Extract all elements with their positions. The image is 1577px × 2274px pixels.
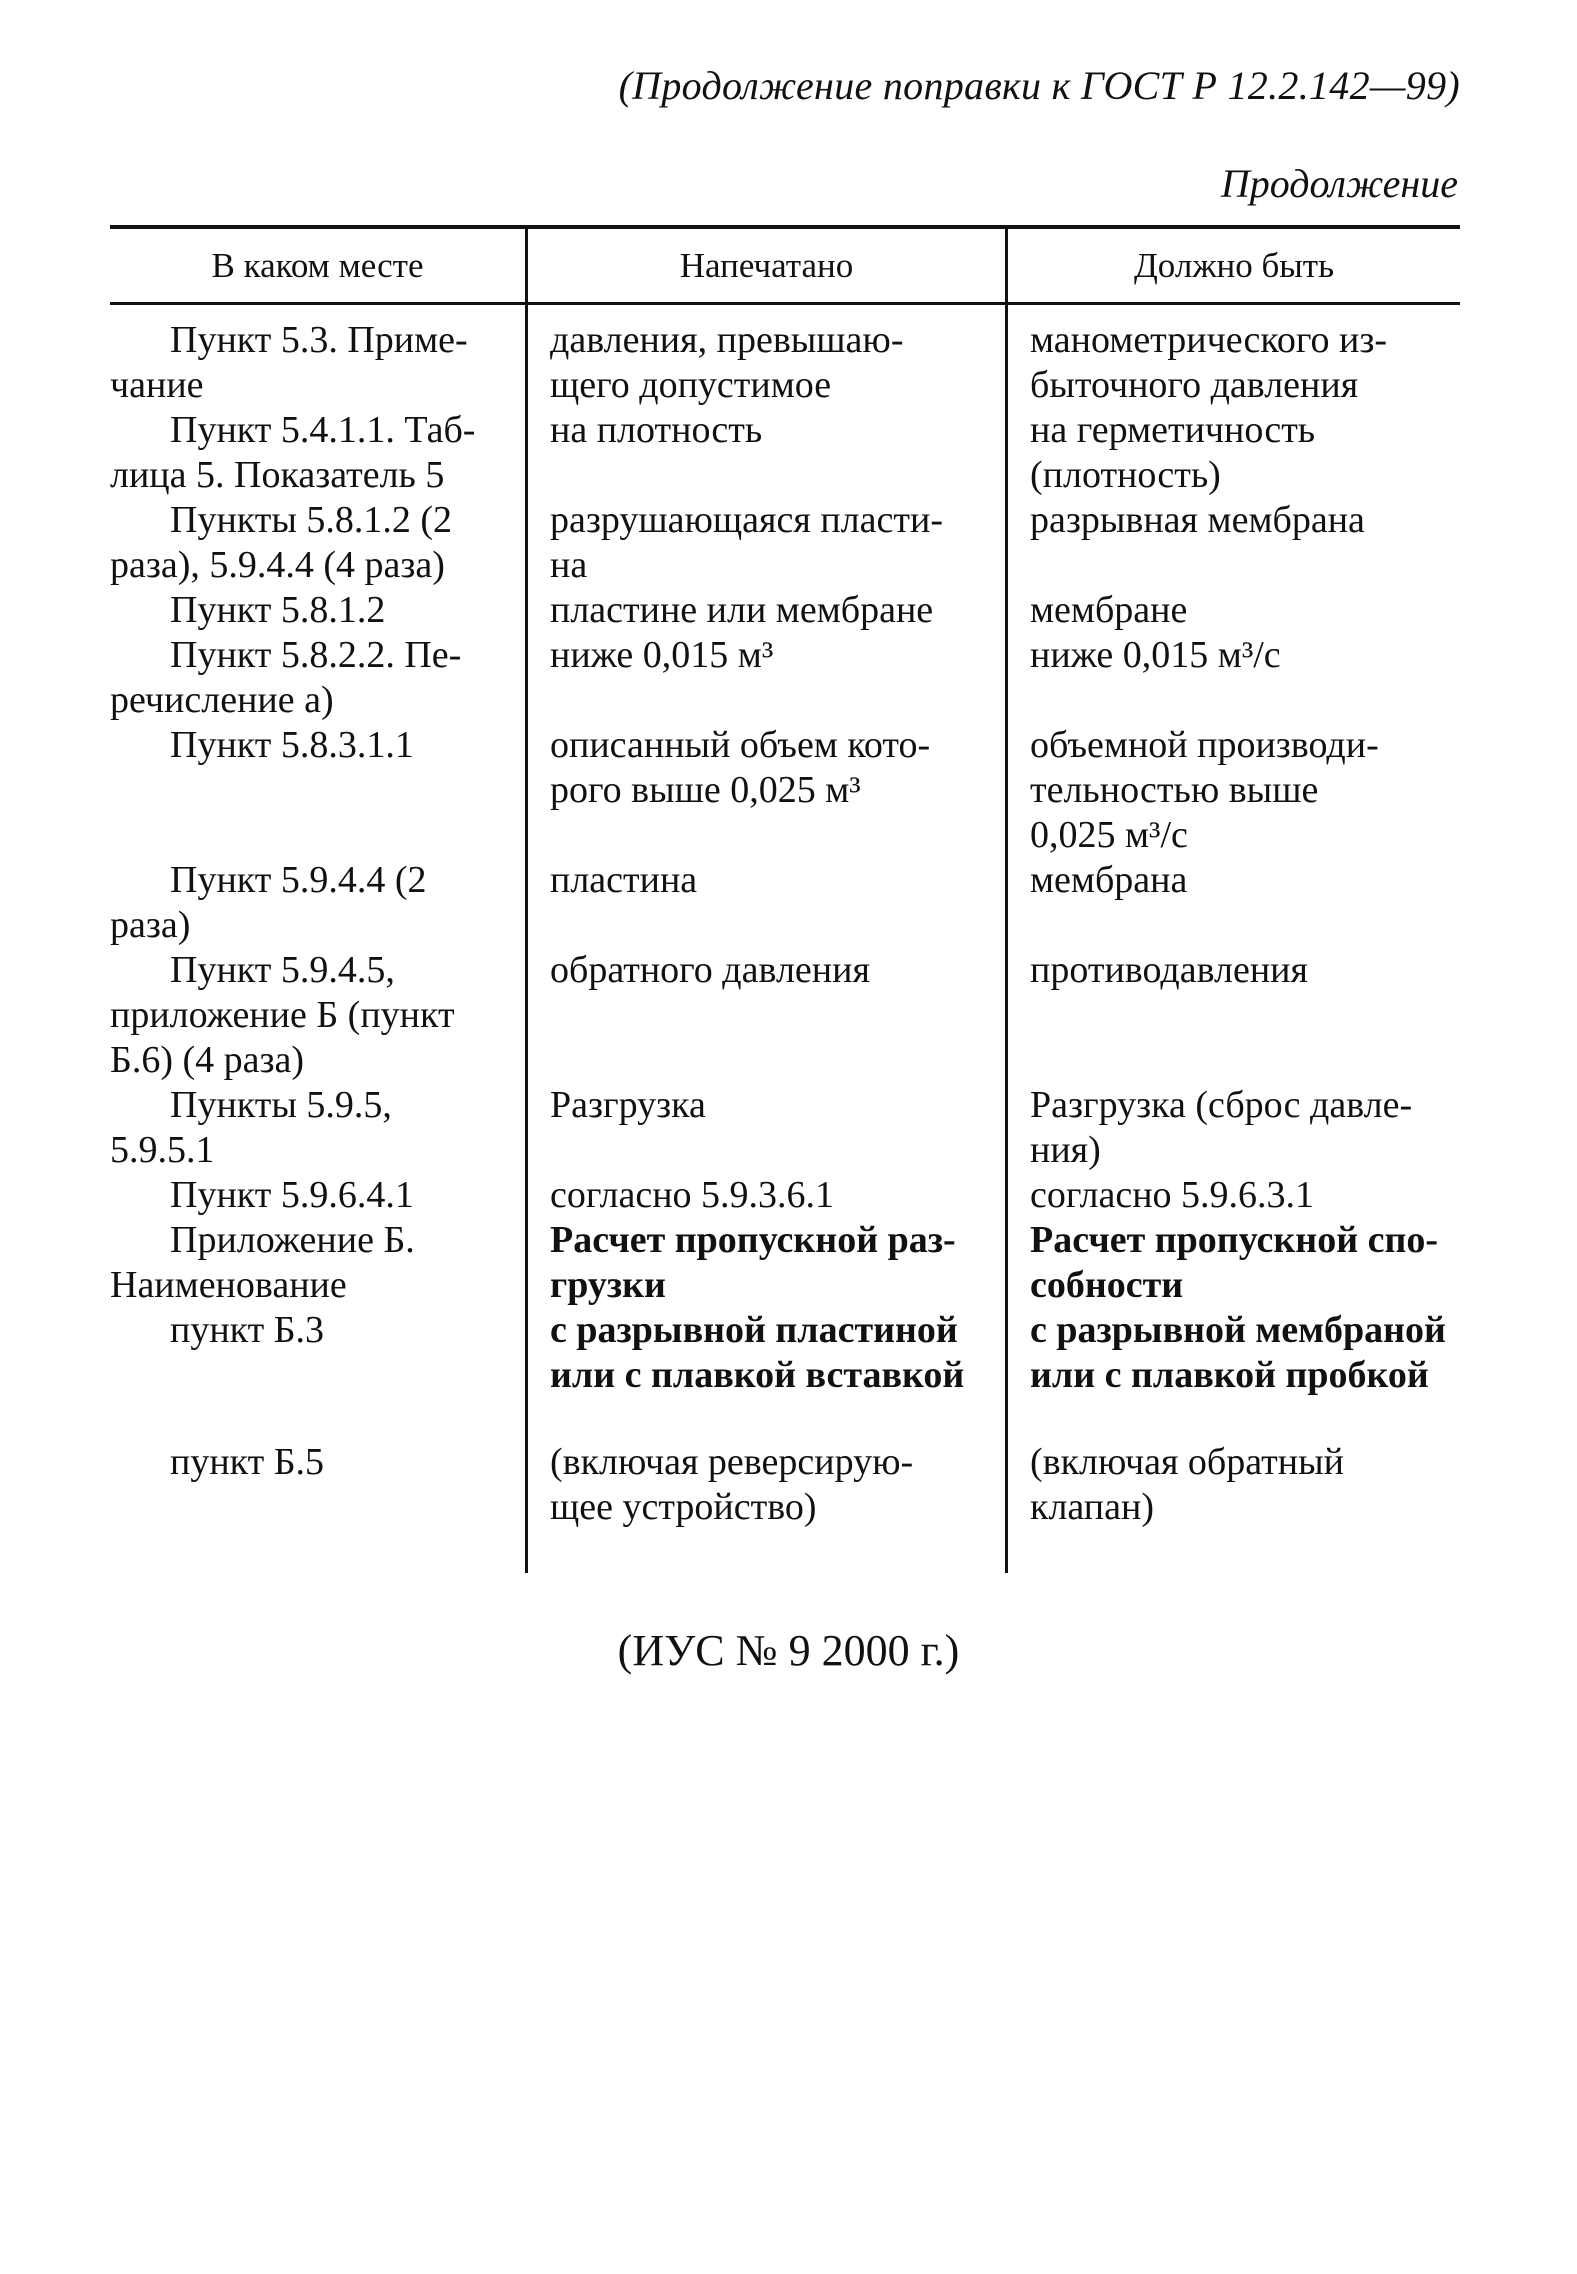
cell-where: Пункт 5.3. Приме- чание: [110, 319, 468, 406]
cell-should-be: мембрана: [1030, 859, 1188, 901]
cell-should-be: объемной производи- тельностью выше 0,025 м³/с: [1030, 724, 1379, 856]
cell-should-be: Разгрузка (сброс давле- ния): [1030, 1084, 1413, 1171]
cell-where: Пункт 5.9.6.4.1: [170, 1174, 414, 1216]
cell-printed: с разрывной пластиной или с плавкой вставкой: [550, 1309, 965, 1396]
cell-should-be: манометрического из- быточного давления: [1030, 319, 1388, 406]
document-header: (Продолжение поправки к ГОСТ Р 12.2.142—99): [618, 63, 1460, 108]
cell-where: Приложение Б. Наименование: [110, 1219, 415, 1306]
cell-printed: обратного давления: [550, 949, 870, 991]
cell-should-be: разрывная мембрана: [1030, 499, 1365, 541]
cell-where: пункт Б.5: [170, 1441, 325, 1483]
cell-printed: (включая реверсирую- щее устройство): [550, 1441, 914, 1528]
cell-printed: пластине или мембране: [550, 589, 934, 631]
cell-where: Пункт 5.4.1.1. Таб- лица 5. Показатель 5: [110, 409, 476, 496]
cell-printed: Расчет пропускной раз- грузки: [550, 1219, 956, 1306]
cell-where: Пункты 5.8.1.2 (2 раза), 5.9.4.4 (4 раза): [110, 499, 453, 586]
cell-where: Пункт 5.8.3.1.1: [170, 724, 414, 766]
cell-where: Пункт 5.8.1.2: [170, 589, 386, 631]
continuation-label: Продолжение: [1220, 161, 1458, 206]
table-top-rule: [110, 225, 1460, 229]
cell-printed: описанный объем кото- рого выше 0,025 м³: [550, 724, 931, 811]
cell-should-be: ниже 0,015 м³/с: [1030, 634, 1281, 676]
cell-where: Пункты 5.9.5, 5.9.5.1: [110, 1084, 392, 1171]
cell-printed: на плотность: [550, 409, 763, 451]
document-footer: (ИУС № 9 2000 г.): [617, 1626, 960, 1675]
cell-should-be: Расчет пропускной спо- собности: [1030, 1219, 1438, 1306]
cell-where: Пункт 5.8.2.2. Пе- речисление а): [110, 634, 462, 721]
column-header-printed: Напечатано: [679, 246, 854, 285]
cell-should-be: противодавления: [1030, 949, 1308, 991]
cell-should-be: на герметичность (плотность): [1030, 409, 1316, 496]
cell-printed: пластина: [550, 859, 698, 901]
column-divider: [1005, 228, 1008, 1573]
cell-where: пункт Б.3: [170, 1309, 325, 1351]
cell-where: Пункт 5.9.4.5, приложение Б (пункт Б.6) (4 раза): [110, 949, 455, 1081]
column-header-where: В каком месте: [211, 246, 424, 285]
cell-should-be: (включая обратный клапан): [1030, 1441, 1344, 1528]
table-header-rule: [110, 302, 1460, 305]
cell-printed: разрушающаяся пласти- на: [550, 499, 943, 586]
cell-printed: давления, превышаю- щего допустимое: [550, 319, 904, 406]
column-divider: [525, 228, 528, 1573]
cell-should-be: с разрывной мембраной или с плавкой пробкой: [1030, 1309, 1446, 1396]
cell-where: Пункт 5.9.4.4 (2 раза): [110, 859, 427, 946]
cell-printed: ниже 0,015 м³: [550, 634, 774, 676]
cell-should-be: мембране: [1030, 589, 1188, 631]
cell-printed: Разгрузка: [550, 1084, 706, 1126]
column-header-should-be: Должно быть: [1133, 246, 1335, 285]
cell-printed: согласно 5.9.3.6.1: [550, 1174, 835, 1216]
cell-should-be: согласно 5.9.6.3.1: [1030, 1174, 1315, 1216]
